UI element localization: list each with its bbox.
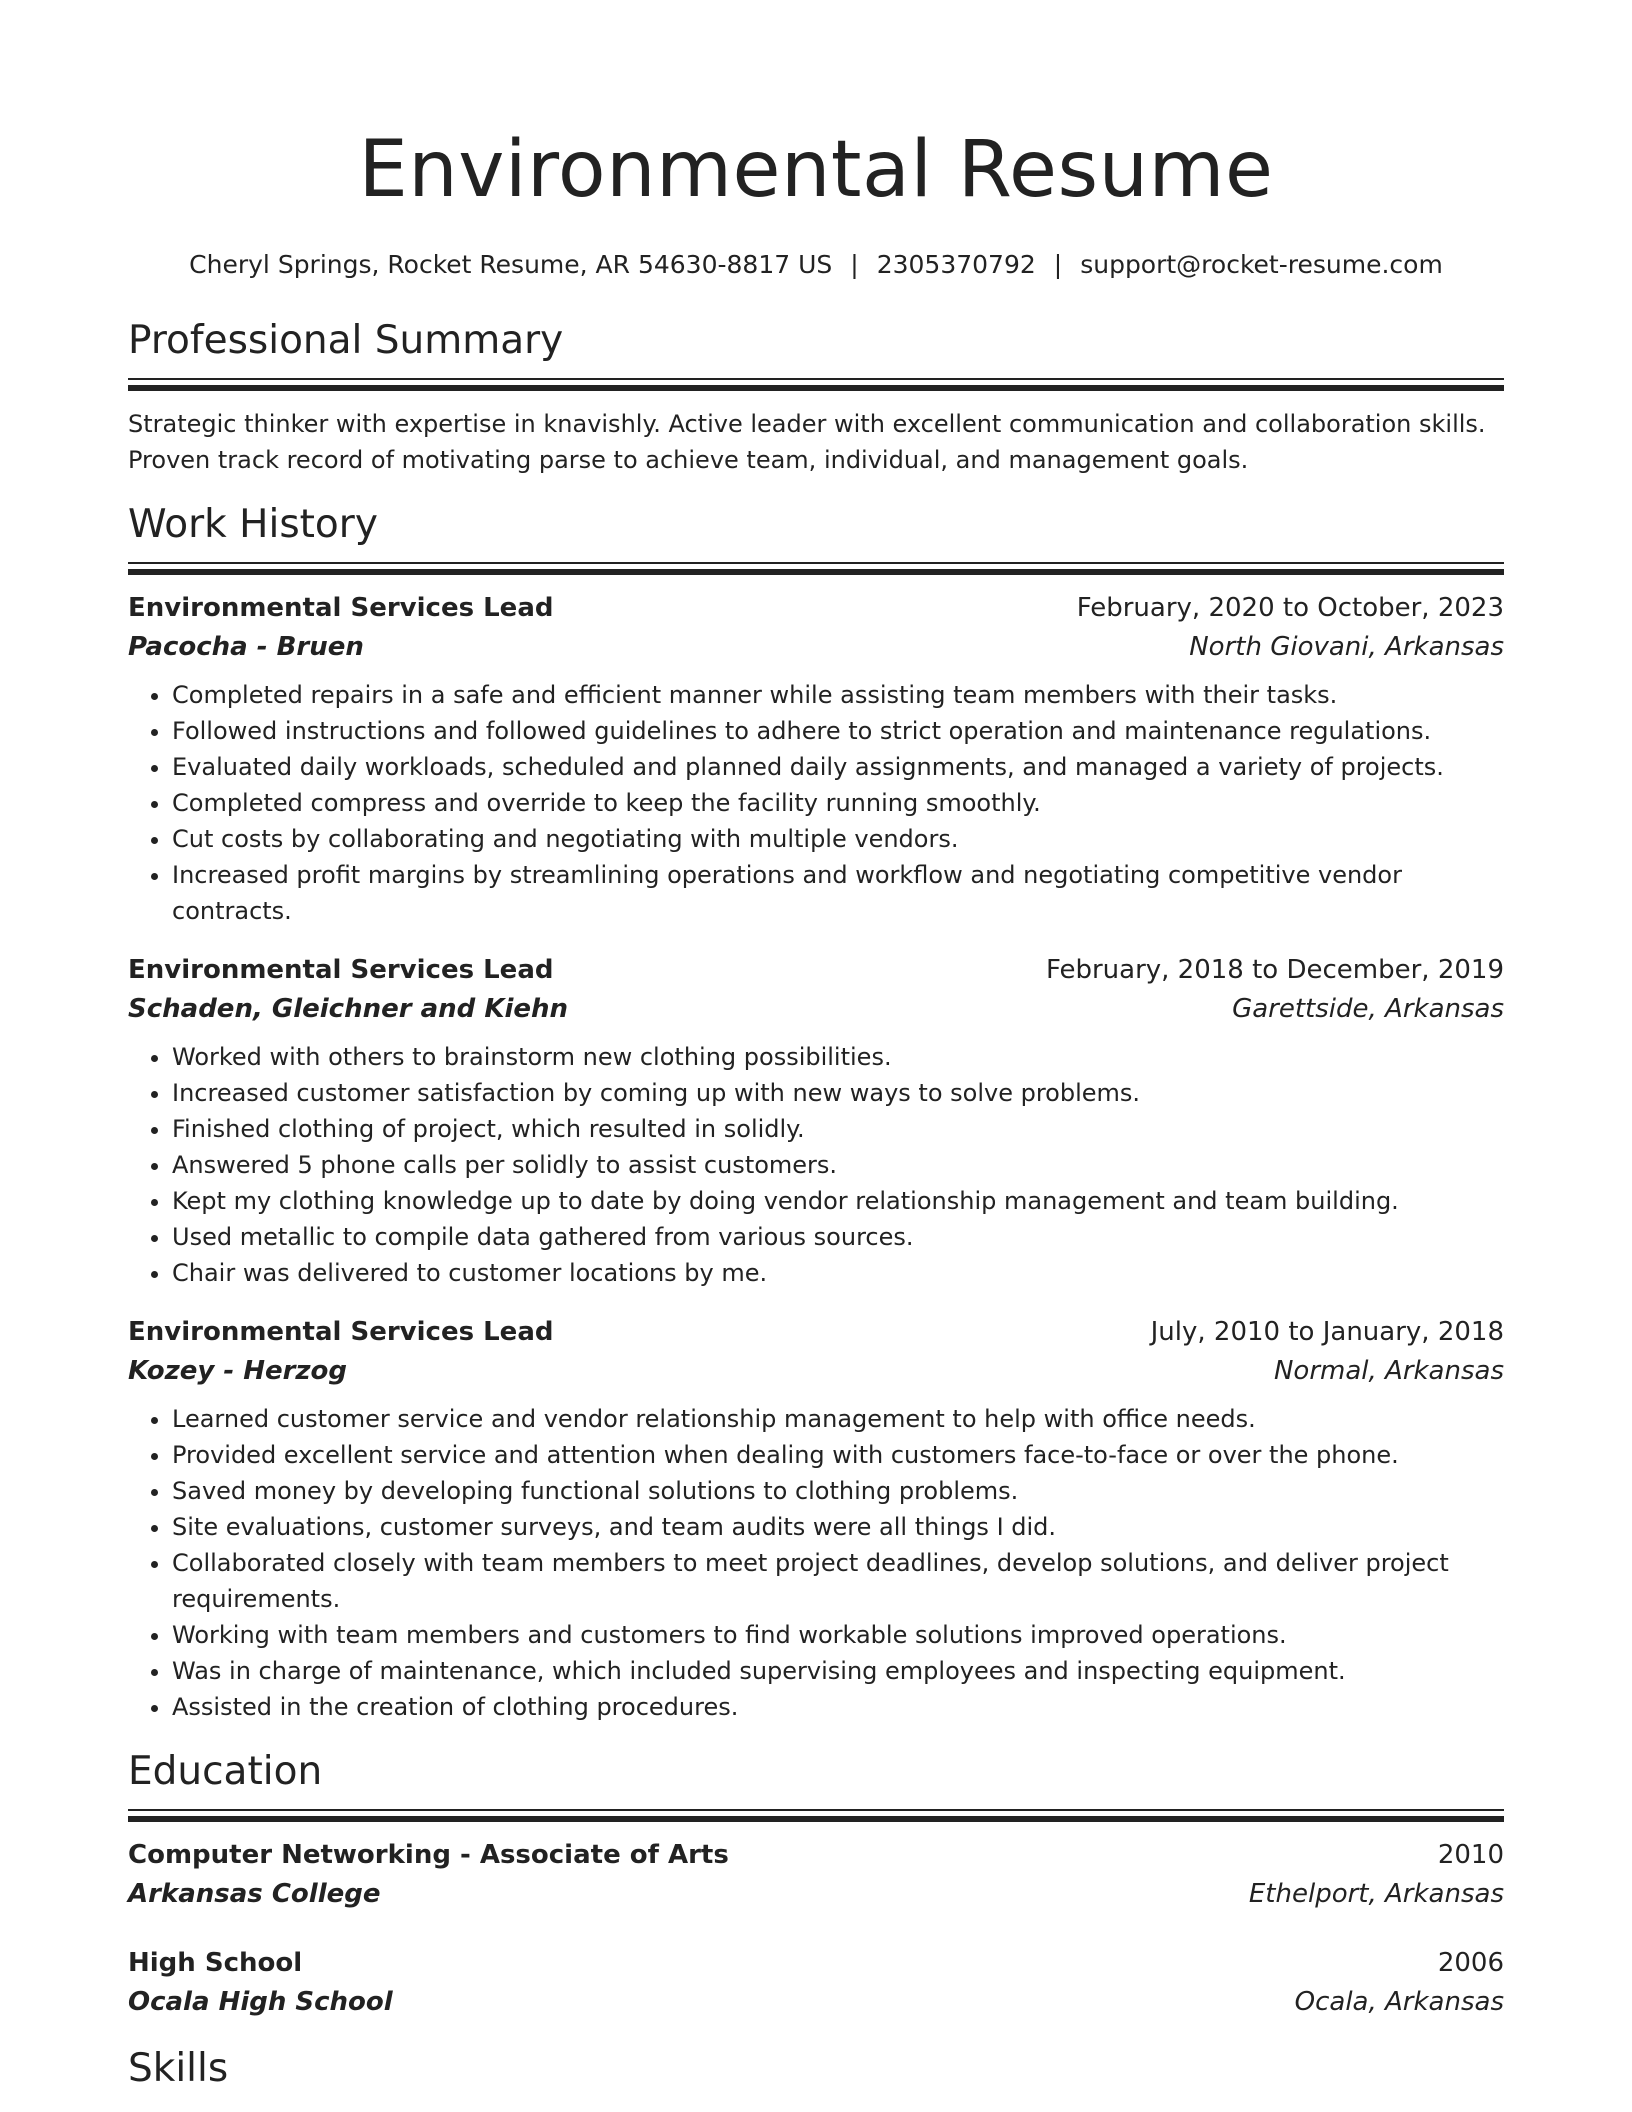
- work-history-section: [128, 500, 1504, 1725]
- education-school: Arkansas College: [128, 1879, 381, 1909]
- job-bullet: • Collaborated closely with team members to meet project deadlines, develop solutions, and deliver project requirements.: [172, 1545, 1504, 1617]
- skills-section: [128, 2044, 1504, 2094]
- education-entry: [128, 1944, 1504, 2022]
- document-title: Environmental Resume: [358, 125, 1274, 215]
- job-bullets: [128, 1401, 1504, 1725]
- contact-address: Cheryl Springs, Rocket Resume, AR 54630-8817 US: [189, 250, 833, 279]
- job-bullet: • Followed instructions and followed guidelines to adhere to strict operation and maintenance regulations.: [172, 713, 1504, 749]
- job-dates: February, 2018 to December, 2019: [1045, 955, 1504, 985]
- job-company: Pacocha - Bruen: [128, 632, 364, 662]
- job-bullet: • Completed repairs in a safe and efficient manner while assisting team members with their tasks.: [172, 677, 1504, 713]
- job-bullet: • Used metallic to compile data gathered from various sources.: [172, 1219, 1504, 1255]
- work-history-heading: Work History: [128, 502, 378, 547]
- job-entry: [128, 1313, 1504, 1725]
- education-degree: Computer Networking - Associate of Arts: [128, 1840, 729, 1870]
- education-location: Ethelport, Arkansas: [1248, 1879, 1504, 1909]
- job-bullet: • Increased customer satisfaction by coming up with new ways to solve problems.: [172, 1075, 1504, 1111]
- job-bullet: • Increased profit margins by streamlining operations and workflow and negotiating competitive vendor contracts.: [172, 857, 1504, 929]
- job-bullet: • Saved money by developing functional solutions to clothing problems.: [172, 1473, 1504, 1509]
- job-bullets: [128, 677, 1504, 929]
- job-bullet: • Site evaluations, customer surveys, and team audits were all things I did.: [172, 1509, 1504, 1545]
- summary-section: [128, 316, 1504, 478]
- job-bullet: • Provided excellent service and attention when dealing with customers face-to-face or over the phone.: [172, 1437, 1504, 1473]
- education-year: 2010: [1437, 1840, 1504, 1870]
- job-company: Kozey - Herzog: [128, 1356, 348, 1386]
- skills-heading: Skills: [128, 2046, 229, 2091]
- job-bullet: • Chair was delivered to customer locations by me.: [172, 1255, 1504, 1291]
- job-bullet: • Learned customer service and vendor relationship management to help with office needs.: [172, 1401, 1504, 1437]
- job-bullet: • Working with team members and customers to find workable solutions improved operations.: [172, 1617, 1504, 1653]
- summary-text: Strategic thinker with expertise in knavishly. Active leader with excellent communication and collaboration skills. Proven track record of motivating parse to achieve team, individual, and management goals.: [128, 410, 1486, 474]
- job-bullets: [128, 1039, 1504, 1291]
- contact-separator: |: [850, 250, 859, 279]
- job-bullet: • Finished clothing of project, which resulted in solidly.: [172, 1111, 1504, 1147]
- job-location: Garettside, Arkansas: [1232, 994, 1504, 1024]
- job-bullet: • Assisted in the creation of clothing procedures.: [172, 1689, 1504, 1725]
- job-dates: February, 2020 to October, 2023: [1076, 593, 1504, 623]
- job-company: Schaden, Gleichner and Kiehn: [128, 994, 569, 1024]
- job-title: Environmental Services Lead: [128, 955, 554, 985]
- education-location: Ocala, Arkansas: [1294, 1987, 1504, 2017]
- job-bullet: • Evaluated daily workloads, scheduled and planned daily assignments, and managed a variety of projects.: [172, 749, 1504, 785]
- job-entry: [128, 951, 1504, 1291]
- job-bullet: • Completed compress and override to keep the facility running smoothly.: [172, 785, 1504, 821]
- job-bullet: • Was in charge of maintenance, which included supervising employees and inspecting equipment.: [172, 1653, 1504, 1689]
- contact-separator: |: [1053, 250, 1063, 279]
- contact-phone: 2305370792: [876, 250, 1036, 279]
- job-bullet: • Cut costs by collaborating and negotiating with multiple vendors.: [172, 821, 1504, 857]
- section-divider: [128, 562, 1504, 575]
- job-bullet: • Worked with others to brainstorm new clothing possibilities.: [172, 1039, 1504, 1075]
- section-divider: [128, 378, 1504, 391]
- education-heading: Education: [128, 1749, 323, 1794]
- education-degree: High School: [128, 1948, 303, 1978]
- education-entry: [128, 1836, 1504, 1914]
- job-dates: July, 2010 to January, 2018: [1150, 1317, 1504, 1347]
- job-bullet: • Kept my clothing knowledge up to date by doing vendor relationship management and team building.: [172, 1183, 1504, 1219]
- job-title: Environmental Services Lead: [128, 593, 554, 623]
- job-title: Environmental Services Lead: [128, 1317, 554, 1347]
- education-section: [128, 1747, 1504, 2022]
- contact-line: [128, 248, 1504, 282]
- section-divider: [128, 1809, 1504, 1822]
- job-location: Normal, Arkansas: [1273, 1356, 1504, 1386]
- summary-heading: Professional Summary: [128, 318, 564, 363]
- job-bullet: • Answered 5 phone calls per solidly to assist customers.: [172, 1147, 1504, 1183]
- education-school: Ocala High School: [128, 1987, 393, 2017]
- job-location: North Giovani, Arkansas: [1189, 632, 1504, 662]
- education-year: 2006: [1437, 1948, 1504, 1978]
- contact-email: support@rocket-resume.com: [1080, 250, 1443, 279]
- job-entry: [128, 589, 1504, 929]
